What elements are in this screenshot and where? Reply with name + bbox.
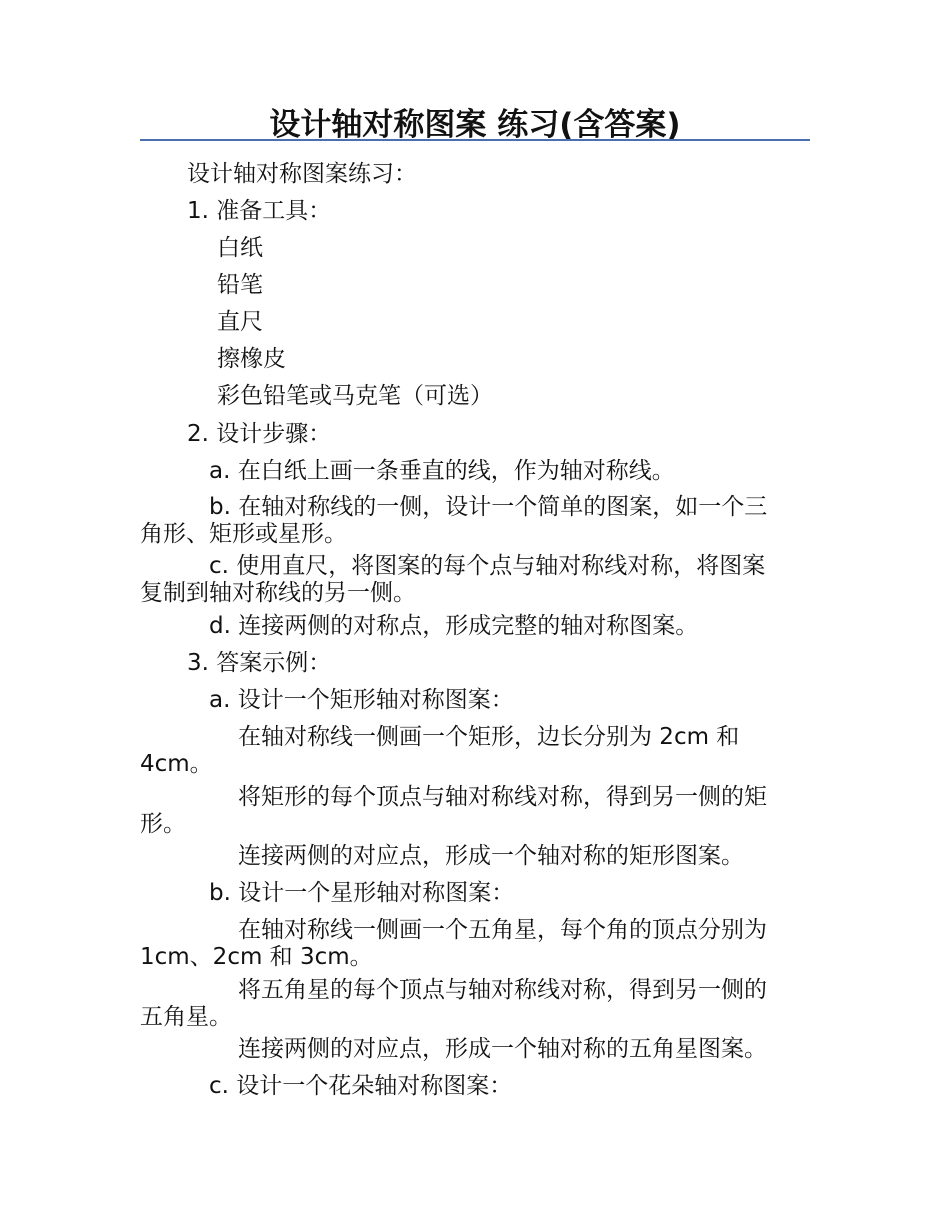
step-c-line-2: 复制到轴对称线的另一侧。 bbox=[140, 580, 416, 606]
step-b-line-2: 角形、矩形或星形。 bbox=[140, 521, 347, 547]
tool-item: 彩色铅笔或马克笔（可选） bbox=[217, 383, 493, 409]
example-b-paragraph-3: 连接两侧的对应点，形成一个轴对称的五角星图案。 bbox=[238, 1036, 767, 1062]
page-title: 设计轴对称图案 练习(含答案) bbox=[269, 107, 681, 143]
intro-text: 设计轴对称图案练习： bbox=[187, 161, 417, 187]
step-d: d. 连接两侧的对称点，形成完整的轴对称图案。 bbox=[209, 613, 699, 639]
step-c-line-1: c. 使用直尺，将图案的每个点与轴对称线对称，将图案 bbox=[209, 553, 766, 579]
example-a-paragraph-1: 在轴对称线一侧画一个矩形，边长分别为 2cm 和 4cm。 bbox=[140, 724, 740, 777]
example-b-paragraph-1: 在轴对称线一侧画一个五角星，每个角的顶点分别为 1cm、2cm 和 3cm。 bbox=[140, 917, 767, 970]
tool-item: 直尺 bbox=[217, 309, 263, 335]
example-b-paragraph-2: 将五角星的每个顶点与轴对称线对称，得到另一侧的 五角星。 bbox=[140, 977, 767, 1030]
section-heading-examples: 3. 答案示例： bbox=[187, 650, 332, 676]
example-a-paragraph-3: 连接两侧的对应点，形成一个轴对称的矩形图案。 bbox=[238, 843, 744, 869]
section-heading-tools: 1. 准备工具： bbox=[187, 198, 332, 224]
step-b bbox=[140, 494, 810, 548]
title-underline bbox=[140, 139, 810, 141]
tool-item: 擦橡皮 bbox=[217, 346, 286, 372]
step-b-line-1: b. 在轴对称线的一侧，设计一个简单的图案，如一个三 bbox=[209, 494, 768, 520]
example-a-paragraph-2: 将矩形的每个顶点与轴对称线对称，得到另一侧的矩 形。 bbox=[140, 784, 767, 837]
step-c bbox=[140, 553, 810, 607]
example-c-heading: c. 设计一个花朵轴对称图案： bbox=[209, 1073, 513, 1099]
tool-item: 铅笔 bbox=[217, 272, 263, 298]
example-a-heading: a. 设计一个矩形轴对称图案： bbox=[209, 687, 514, 713]
example-b-heading: b. 设计一个星形轴对称图案： bbox=[209, 880, 515, 906]
tool-item: 白纸 bbox=[217, 235, 263, 261]
step-a: a. 在白纸上画一条垂直的线，作为轴对称线。 bbox=[209, 458, 675, 484]
section-heading-steps: 2. 设计步骤： bbox=[187, 421, 332, 447]
